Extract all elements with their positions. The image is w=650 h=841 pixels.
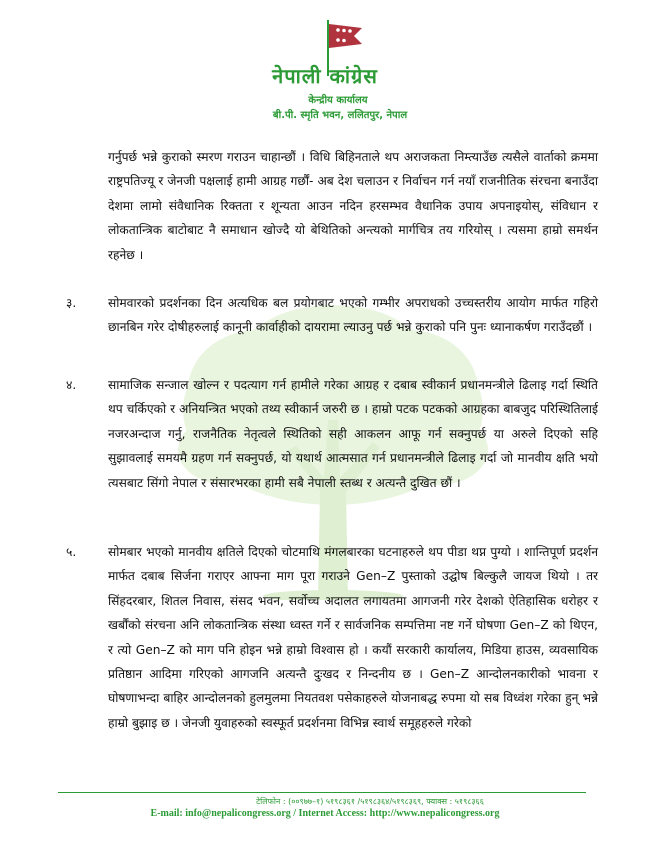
paragraph-number: ४. xyxy=(66,378,77,392)
office-address: बी.पी. स्मृति भवन, ललितपुर, नेपाल xyxy=(272,110,408,121)
footer-separator: / xyxy=(293,808,297,819)
paragraph-3: सोमवारको प्रदर्शनका दिन अत्यधिक बल प्रयोगबाट भएको गम्भीर अपराधको उच्चस्तरीय आयोग मार्फत गहिरो छानबिन गरेर दोषीहरुलाई कानूनी कार्वाहीको दायरामा ल्याउनु पर्छ भन्ने कुराको पनि पुनः ध्यानाकर्षण गराउँदछौं । xyxy=(108,296,598,335)
paragraph-continuation: गर्नुपर्छ भन्ने कुराको स्मरण गराउन चाहान्छौं । विधि बिहिनताले थप अराजकता निम्त्याउँछ त्यसैले वार्ताको क्रममा राष्ट्रपतिज्यू र जेनजी पक्षलाई हामी आग्रह गर्छौं- अब देश चलाउन र निर्वाचन गर्न नयाँ राजनीतिक संरचना बनाउँदा देशमा लामो संवैधानिक रिक्तता र शून्यता आउन नदिन हरसम्भव वैधानिक उपाय अपनाइयोस्, संविधान र लोकतान्त्रिक बाटोबाट नै समाधान खोज्दै यो बेथितिको अन्त्यको मार्गचित्र तय गरियोस् । त्यसमा हाम्रो समर्थन रहनेछ । xyxy=(108,150,598,262)
email-label: E-mail: xyxy=(150,808,183,819)
footer-divider xyxy=(58,792,586,793)
internet-label: Internet Access: xyxy=(298,808,368,819)
paragraph-number: ३. xyxy=(66,296,77,310)
website-link[interactable]: http://www.nepalicongress.org xyxy=(369,808,500,819)
paragraph-4: सामाजिक सन्जाल खोल्न र पदत्याग गर्न हामीले गरेका आग्रह र दबाब स्वीकार्न प्रधानमन्त्रीले ढिलाइ गर्दा स्थिति थप चर्किएको र अनियन्त्रित भएको तथ्य स्वीकार्न जरुरी छ । हाम्रो पटक पटकको आग्रहका बाबजुद परिस्थितिलाई नजरअन्दाज गर्नु, राजनैतिक नेतृत्वले स्थितिको सही आकलन आफू गर्न सक्नुपर्छ या अरुले दिएको सहि सुझावलाई समयमै ग्रहण गर्न सक्नुपर्छ, यो यथार्थ आत्मसात गर्न प्रधानमन्त्रीले ढिलाइ गर्दा जो मानवीय क्षति भयो त्यसबाट सिंगो नेपाल र संसारभरका हामी सबै नेपाली स्तब्ध र अत्यन्तै दुखित छौं । xyxy=(108,378,598,490)
footer-contact xyxy=(0,808,650,819)
paragraph-5: सोमबार भएको मानवीय क्षतिले दिएको चोटमाथि मंगलबारका घटनाहरुले थप पीडा थप्न पुग्यो । शान्तिपूर्ण प्रदर्शन मार्फत दबाब सिर्जना गराएर आफ्ना माग पूरा गराउने Gen–Z पुस्ताको उद्घोष बिल्कुलै जायज थियो । तर सिंहदरबार, शितल निवास, संसद भवन, सर्वोच्च अदालत लगायतमा आगजनी गरेर देशको ऐतिहासिक धरोहर र खर्बौंको संरचना अनि लोकतान्त्रिक संस्था ध्वस्त गर्ने र सार्वजनिक सम्पत्तिमा नष्ट गर्ने घोषणा Gen–Z को थिएन, र त्यो Gen–Z को माग पनि होइन भन्ने हाम्रो विश्वास हो । कयौं सरकारी कार्यालय, मिडिया हाउस, व्यवसायिक प्रतिष्ठान आदिमा गरिएको आगजनि अत्यन्तै दुःखद र निन्दनीय छ । Gen–Z आन्दोलनकारीको भावना र घोषणाभन्दा बाहिर आन्दोलनको हुलमुलमा नियतवश पसेकाहरुले योजनाबद्ध रुपमा यो सब विध्वंश गरेका हुन् भन्ने हाम्रो बुझाइ छ । जेनजी युवाहरुको स्वस्फूर्त प्रदर्शनमा विभिन्न स्वार्थ समूहहरुले गरेको xyxy=(108,545,598,730)
organization-name: नेपाली कांग्रेस xyxy=(272,64,378,88)
email-link[interactable]: info@nepalicongress.org xyxy=(185,808,291,819)
paragraph-number: ५. xyxy=(66,545,77,559)
letterhead xyxy=(0,0,650,125)
office-name: केन्द्रीय कार्यालय xyxy=(308,95,368,106)
footer-phone: टेलिफोन : (००९७७–१) ५१९८३६१ /५१९८३६४/५१९८३६९, फ्याक्स : ५१९८३६६ xyxy=(256,797,484,806)
